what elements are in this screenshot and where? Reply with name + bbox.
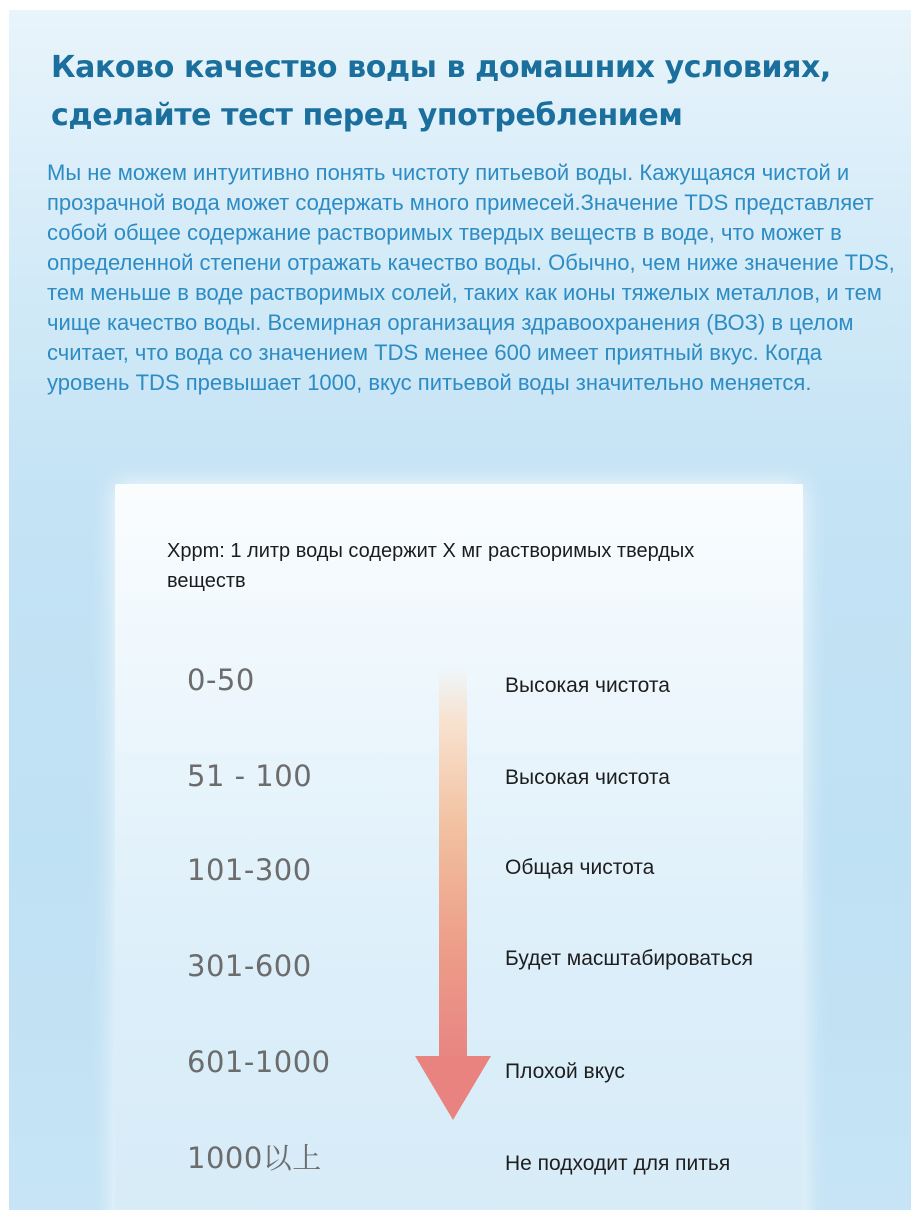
quality-label-0-50: Высокая чистота bbox=[505, 674, 670, 697]
quality-label-101-300: Общая чистота bbox=[505, 856, 655, 879]
tds-info-page bbox=[9, 10, 911, 1210]
arrow-head bbox=[415, 1056, 491, 1120]
range-label-over-1000: 1000以上 bbox=[187, 1141, 322, 1175]
tds-scale-card bbox=[115, 484, 803, 1210]
quality-label-301-600: Будет масштабироваться bbox=[505, 947, 754, 970]
range-label-301-600: 301-600 bbox=[187, 949, 312, 983]
arrow-shaft bbox=[439, 666, 467, 1058]
quality-label-51-100: Высокая чистота bbox=[505, 766, 670, 789]
page-title: Каково качество воды в домашних условиях, сделайте тест перед употреблением bbox=[51, 50, 831, 133]
range-label-601-1000: 601-1000 bbox=[187, 1045, 331, 1079]
quality-label-over-1000: Не подходит для питья bbox=[505, 1152, 731, 1175]
quality-label-601-1000: Плохой вкус bbox=[505, 1060, 625, 1083]
range-label-101-300: 101-300 bbox=[187, 853, 312, 887]
range-label-51-100: 51 - 100 bbox=[187, 759, 313, 793]
range-label-0-50: 0-50 bbox=[187, 663, 255, 697]
ppm-definition-note: Xppm: 1 литр воды содержит X мг растворимых твердых веществ bbox=[167, 540, 695, 592]
down-arrow-icon bbox=[415, 666, 491, 1120]
intro-paragraph: Мы не можем интуитивно понять чистоту питьевой воды. Кажущаяся чистой и прозрачной вода может содержать много примесей.Значение TDS представляет собой общее содержание растворимых твердых веществ в воде, что может в определенной степени отражать качество воды. Обычно, чем ниже значение TDS, тем меньше в воде растворимых солей, таких как ионы тяжелых металлов, и тем чище качество воды. Всемирная организация здравоохранения (ВОЗ) в целом считает, что вода со значением TDS менее 600 имеет приятный вкус. Когда уровень TDS превышает 1000, вкус питьевой воды значительно меняется. bbox=[47, 160, 895, 395]
